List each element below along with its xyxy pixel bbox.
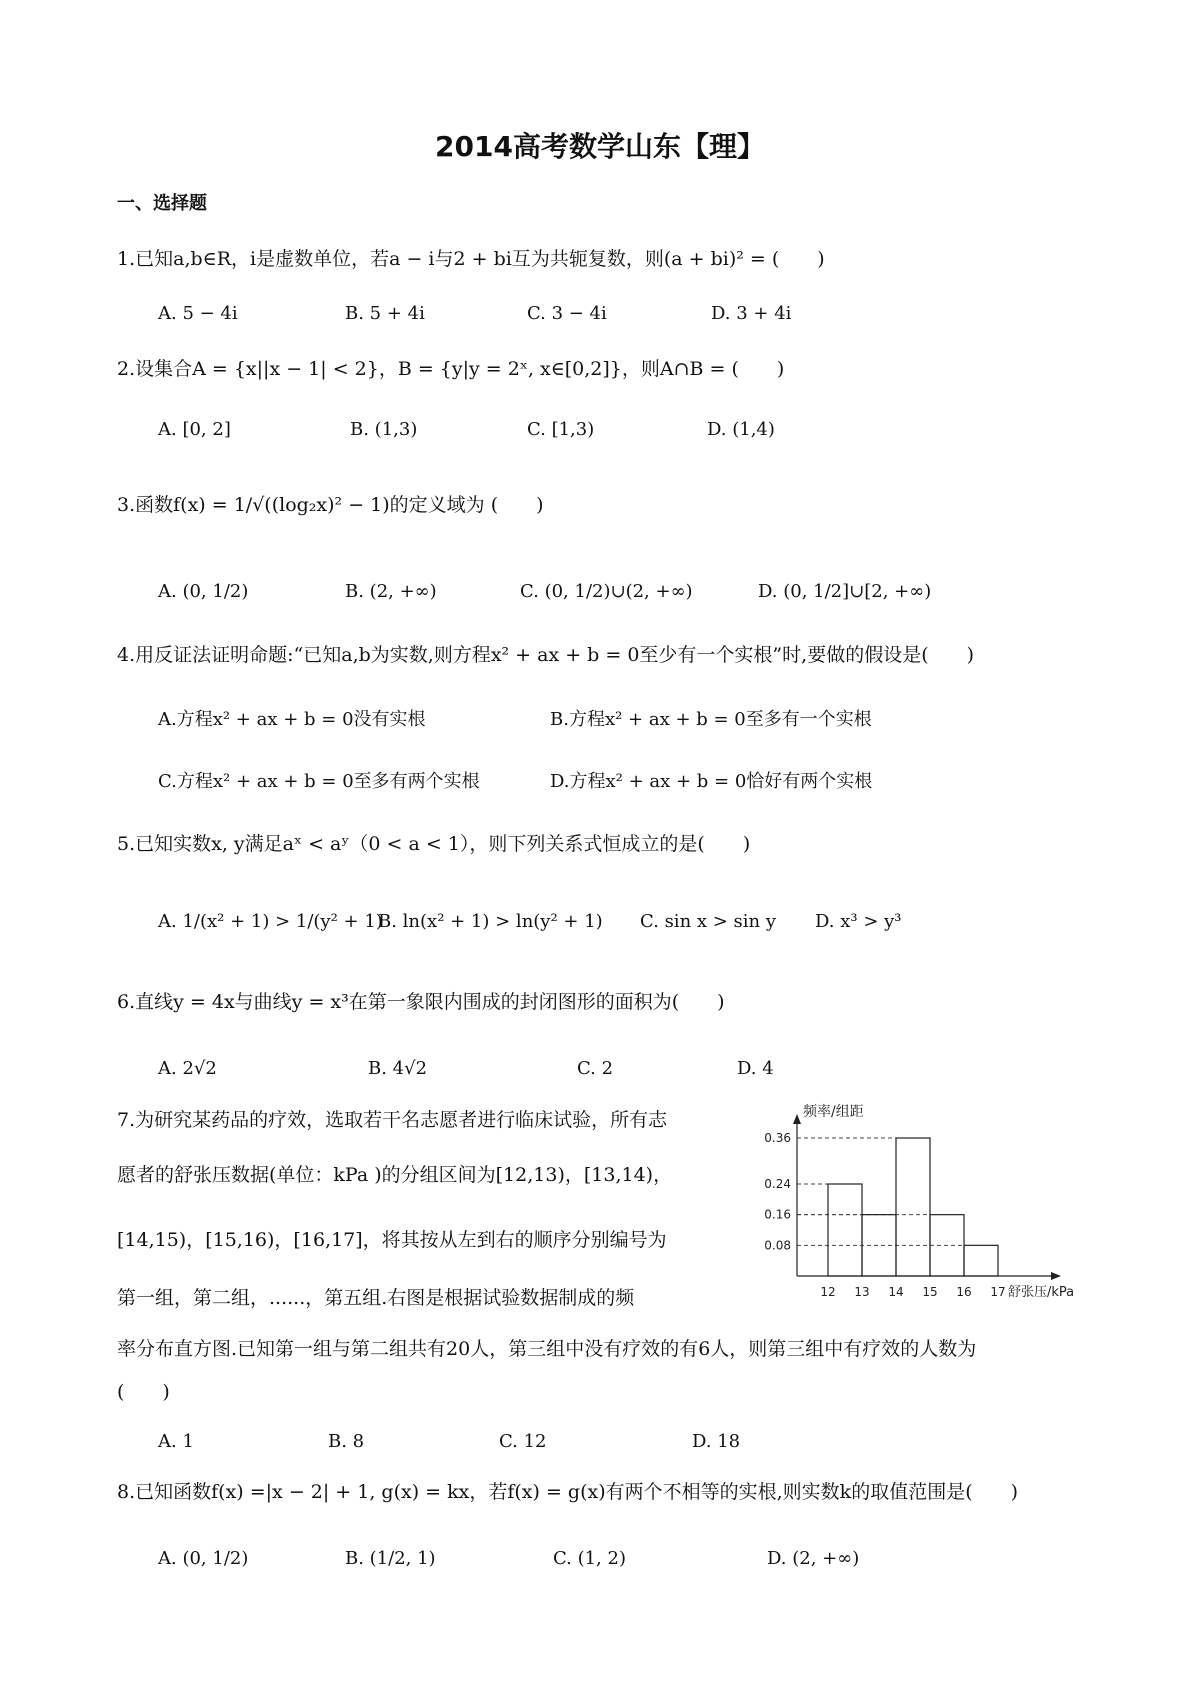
question-6-stem: 6.直线y = 4x与曲线y = x³在第一象限内围成的封闭图形的面积为( ) bbox=[117, 991, 725, 1013]
q2-option-c: C. [1,3) bbox=[527, 419, 595, 440]
histogram-bar-5 bbox=[964, 1245, 998, 1276]
q1-option-b: B. 5 + 4i bbox=[345, 303, 425, 324]
q1-option-a: A. 5 − 4i bbox=[158, 303, 238, 324]
histogram-bar-1 bbox=[828, 1184, 862, 1276]
x-tick-label-6: 17 bbox=[990, 1285, 1006, 1299]
section-heading: 一、选择题 bbox=[117, 193, 207, 214]
q7-option-b: B. 8 bbox=[328, 1431, 365, 1452]
q6-option-d: D. 4 bbox=[737, 1058, 774, 1079]
q2-option-d: D. (1,4) bbox=[707, 419, 775, 440]
question-3-stem: 3.函数f(x) = 1/√((log₂x)² − 1)的定义域为 ( ) bbox=[117, 494, 544, 516]
y-tick-label-3: 0.16 bbox=[764, 1207, 791, 1222]
x-tick-label-4: 15 bbox=[922, 1285, 938, 1299]
x-axis-label: 舒张压/kPa bbox=[1008, 1285, 1075, 1300]
histogram-bar-3 bbox=[896, 1138, 930, 1276]
question-7-line-5: 率分布直方图.已知第一组与第二组共有20人，第三组中没有疗效的有6人，则第三组中有疗效的人数为 bbox=[117, 1338, 977, 1360]
q7-option-a: A. 1 bbox=[158, 1431, 194, 1452]
q3-option-a: A. (0, 1/2) bbox=[158, 581, 249, 602]
q3-option-b: B. (2, +∞) bbox=[345, 581, 437, 602]
q8-option-d: D. (2, +∞) bbox=[767, 1548, 860, 1569]
x-tick-label-3: 14 bbox=[888, 1285, 904, 1299]
x-tick-label-2: 13 bbox=[854, 1285, 870, 1299]
question-2-stem: 2.设集合A = {x||x − 1| < 2}，B = {y|y = 2ˣ, x∈[0,2]}，则A∩B = ( ) bbox=[117, 358, 785, 380]
q7-option-d: D. 18 bbox=[692, 1431, 741, 1452]
q3-option-c: C. (0, 1/2)∪(2, +∞) bbox=[520, 581, 693, 602]
q1-option-d: D. 3 + 4i bbox=[711, 303, 792, 324]
question-7-line-3: [14,15)，[15,16)，[16,17]，将其按从左到右的顺序分别编号为 bbox=[117, 1229, 667, 1251]
question-7-line-4: 第一组，第二组，......，第五组.右图是根据试验数据制成的频 bbox=[117, 1287, 635, 1309]
q4-option-c: C.方程x² + ax + b = 0至多有两个实根 bbox=[158, 771, 480, 792]
q4-option-b: B.方程x² + ax + b = 0至多有一个实根 bbox=[550, 709, 872, 730]
question-7-line-1: 7.为研究某药品的疗效，选取若干名志愿者进行临床试验，所有志 bbox=[117, 1109, 668, 1131]
q8-option-a: A. (0, 1/2) bbox=[158, 1548, 249, 1569]
y-axis-label: 频率/组距 bbox=[803, 1104, 864, 1120]
y-axis-arrow bbox=[793, 1114, 801, 1124]
q5-option-c: C. sin x > sin y bbox=[640, 911, 777, 932]
y-tick-label-4: 0.08 bbox=[764, 1238, 791, 1253]
question-1-stem: 1.已知a,b∈R，i是虚数单位，若a − i与2 + bi互为共轭复数，则(a + bi)² = ( ) bbox=[117, 248, 825, 270]
q6-option-c: C. 2 bbox=[577, 1058, 614, 1079]
q6-option-b: B. 4√2 bbox=[368, 1058, 428, 1079]
x-tick-label-5: 16 bbox=[956, 1285, 972, 1299]
question-7-line-6: ( ) bbox=[117, 1381, 170, 1403]
q8-option-c: C. (1, 2) bbox=[553, 1548, 626, 1569]
frequency-histogram bbox=[750, 1100, 1110, 1300]
q5-option-a: A. 1/(x² + 1) > 1/(y² + 1) bbox=[158, 911, 383, 932]
q4-option-d: D.方程x² + ax + b = 0恰好有两个实根 bbox=[550, 771, 873, 792]
q6-option-a: A. 2√2 bbox=[158, 1058, 217, 1079]
x-tick-label-1: 12 bbox=[820, 1285, 836, 1299]
y-tick-label-2: 0.24 bbox=[764, 1177, 791, 1191]
y-tick-label-1: 0.36 bbox=[764, 1131, 791, 1145]
q5-option-d: D. x³ > y³ bbox=[815, 911, 902, 932]
q3-option-d: D. (0, 1/2]∪[2, +∞) bbox=[758, 581, 932, 602]
q4-option-a: A.方程x² + ax + b = 0没有实根 bbox=[158, 709, 426, 730]
question-7-line-2: 愿者的舒张压数据(单位：kPa )的分组区间为[12,13)，[13,14)， bbox=[117, 1164, 673, 1186]
q7-option-c: C. 12 bbox=[499, 1431, 547, 1452]
q1-option-c: C. 3 − 4i bbox=[527, 303, 607, 324]
q2-option-a: A. [0, 2] bbox=[158, 419, 231, 440]
page-title: 2014高考数学山东【理】 bbox=[435, 130, 765, 163]
question-5-stem: 5.已知实数x, y满足aˣ < aʸ（0 < a < 1），则下列关系式恒成立的是( ) bbox=[117, 833, 751, 855]
question-4-stem: 4.用反证法证明命题:“已知a,b为实数,则方程x² + ax + b = 0至少有一个实根”时,要做的假设是( ) bbox=[117, 644, 975, 666]
q5-option-b: B. ln(x² + 1) > ln(y² + 1) bbox=[378, 911, 603, 932]
q2-option-b: B. (1,3) bbox=[350, 419, 418, 440]
q8-option-b: B. (1/2, 1) bbox=[345, 1548, 436, 1569]
question-8-stem: 8.已知函数f(x) =|x − 2| + 1, g(x) = kx，若f(x) = g(x)有两个不相等的实根,则实数k的取值范围是( ) bbox=[117, 1481, 1019, 1503]
x-axis-arrow bbox=[1051, 1272, 1061, 1280]
